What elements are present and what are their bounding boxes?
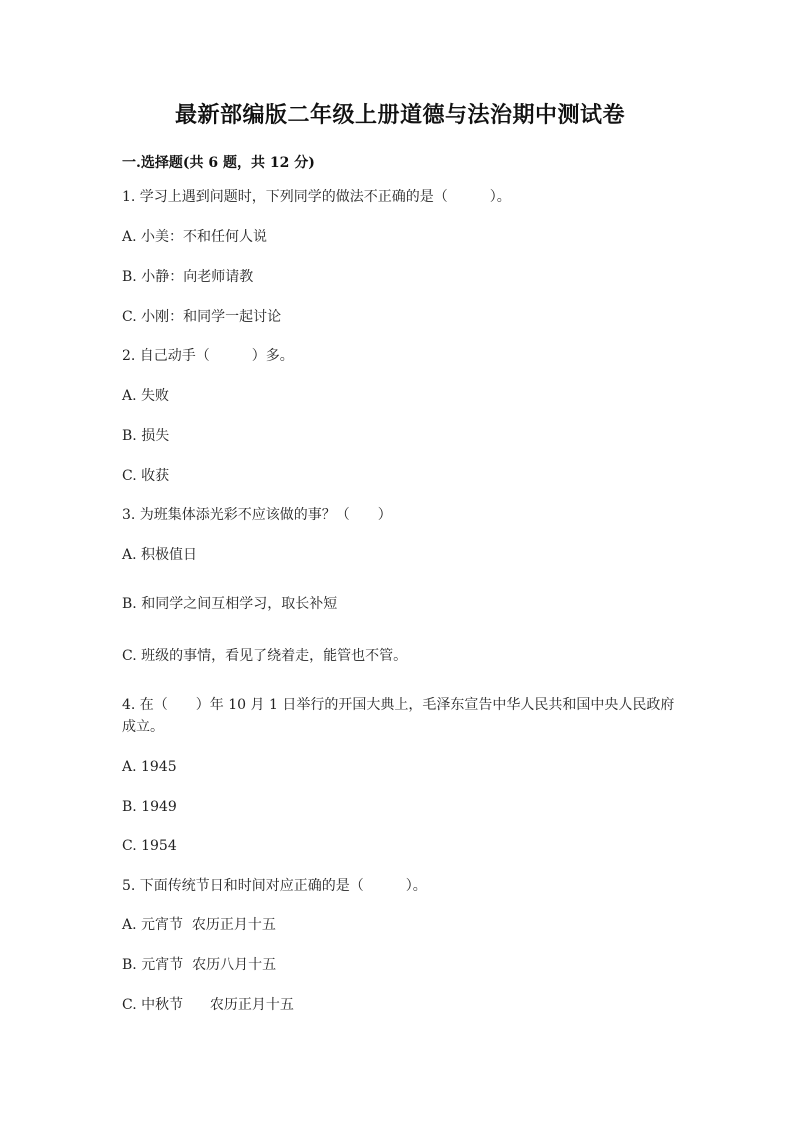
question-3-option-a: A. 积极值日 — [122, 547, 198, 563]
question-4-option-a: A. 1945 — [122, 759, 177, 775]
question-5-option-a: A. 元宵节 农历正月十五 — [122, 917, 276, 933]
section-heading: 一.选择题(共 6 题，共 12 分) — [122, 155, 315, 171]
question-1-option-a: A. 小美：不和任何人说 — [122, 229, 268, 245]
question-2-option-c: C. 收获 — [122, 468, 170, 484]
question-4-option-c: C. 1954 — [122, 838, 177, 854]
question-5-stem: 5. 下面传统节日和时间对应正确的是（ ）。 — [122, 878, 427, 894]
question-3-option-c: C. 班级的事情，看见了绕着走，能管也不管。 — [122, 648, 408, 664]
question-5-option-c: C. 中秋节 农历正月十五 — [122, 997, 294, 1013]
question-2-stem: 2. 自己动手（ ）多。 — [122, 348, 294, 364]
question-2-option-b: B. 损失 — [122, 428, 170, 444]
question-5-option-b: B. 元宵节 农历八月十五 — [122, 957, 277, 973]
question-1-stem: 1. 学习上遇到问题时，下列同学的做法不正确的是（ ）。 — [122, 189, 511, 205]
question-4-option-b: B. 1949 — [122, 799, 177, 815]
question-3-option-b: B. 和同学之间互相学习，取长补短 — [122, 596, 338, 612]
question-3-stem: 3. 为班集体添光彩不应该做的事？（ ） — [122, 507, 392, 523]
question-2-option-a: A. 失败 — [122, 388, 170, 404]
question-4-stem: 4. 在（ ）年 10 月 1 日举行的开国大典上，毛泽东宣告中华人民共和国中央人民政府成立。 — [122, 697, 675, 735]
question-1-option-b: B. 小静：向老师请教 — [122, 269, 254, 285]
question-1-option-c: C. 小刚：和同学一起讨论 — [122, 309, 282, 325]
page-title: 最新部编版二年级上册道德与法治期中测试卷 — [174, 102, 625, 128]
